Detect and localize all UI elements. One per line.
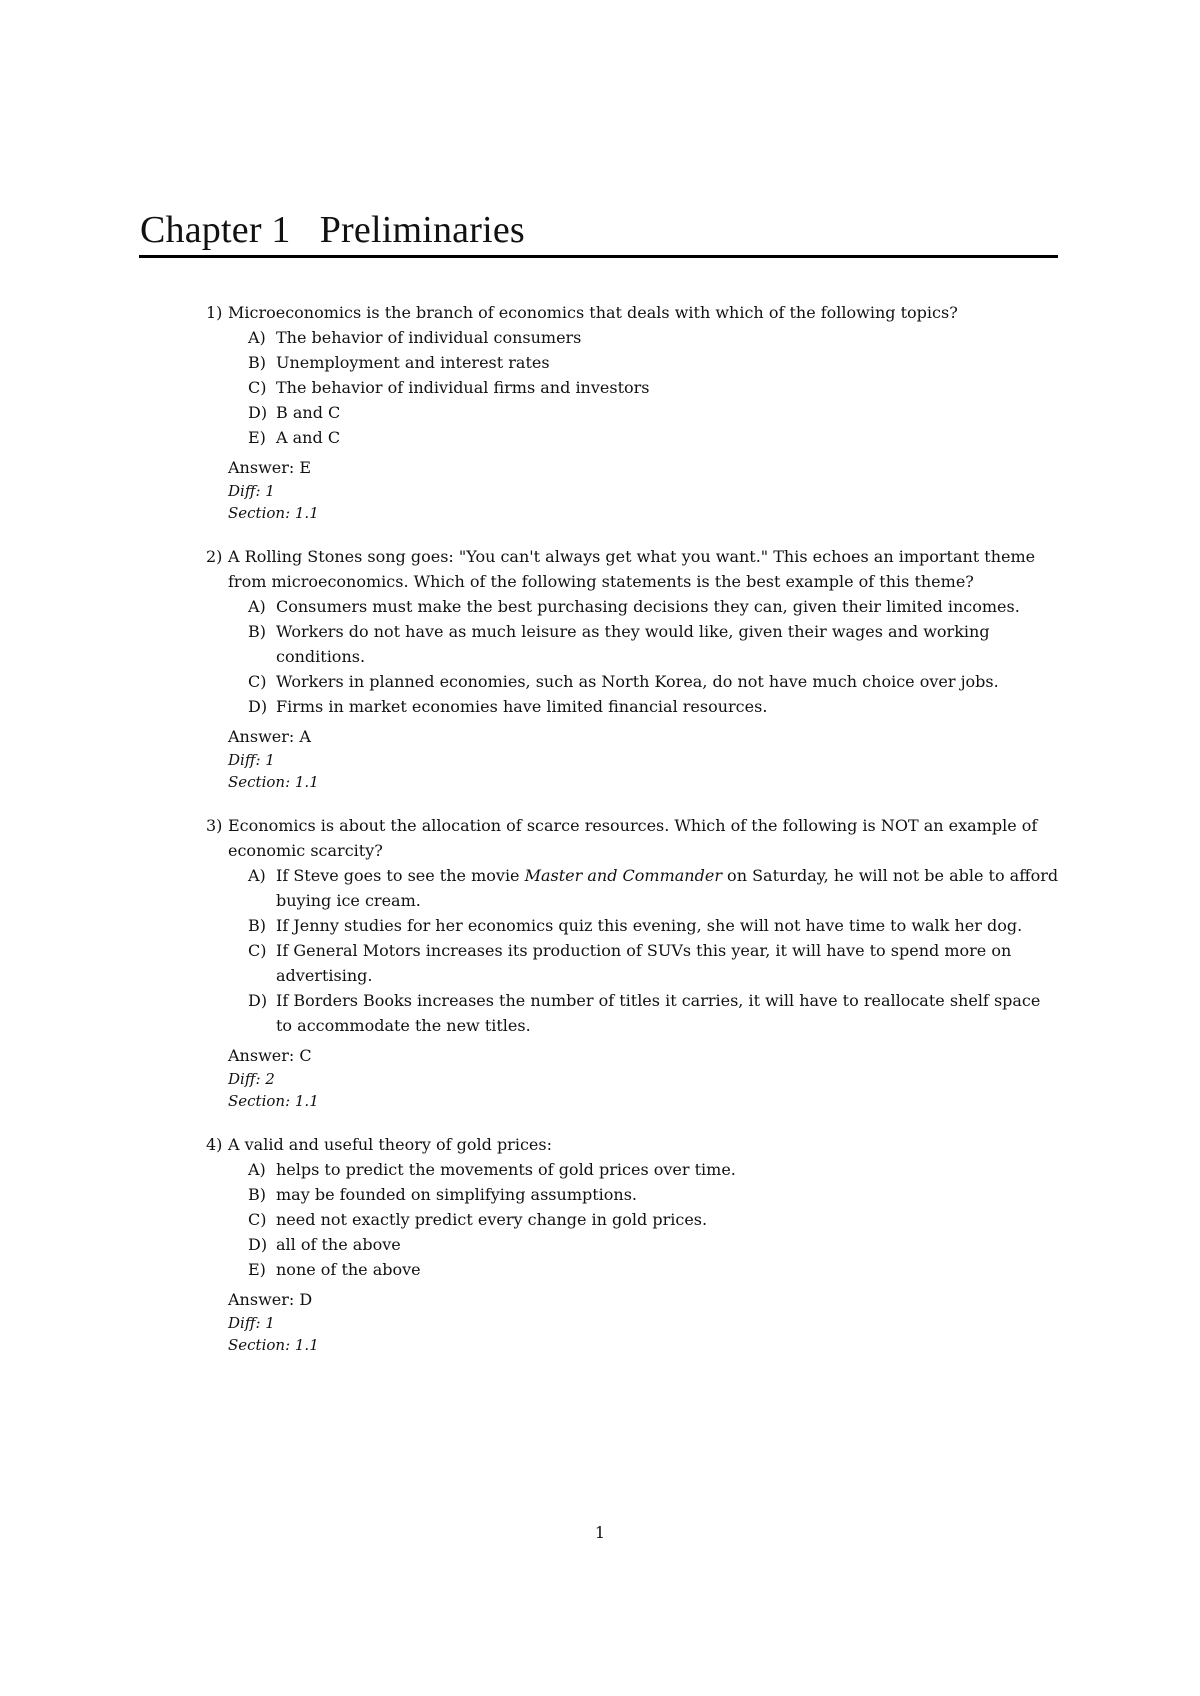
choice-text: none of the above [276, 1260, 421, 1279]
section-line: Section: 1.1 [228, 1092, 319, 1110]
choice-text-start: If Steve goes to see the movie [276, 866, 525, 885]
question-1 [200, 300, 1060, 524]
choice-letter: A) [248, 866, 266, 885]
choice-list [228, 325, 1060, 450]
section-line: Section: 1.1 [228, 773, 319, 791]
choice-item [228, 594, 1060, 619]
answer-line: Answer: C [228, 1046, 312, 1065]
choice-text: Firms in market economies have limited financial resources. [276, 697, 768, 716]
page-number: 1 [594, 1523, 606, 1542]
difficulty-line: Diff: 1 [228, 751, 275, 769]
choice-item [228, 1257, 1060, 1282]
answer-line: Answer: E [228, 458, 312, 477]
choice-text: Unemployment and interest rates [276, 353, 550, 372]
choice-item [228, 938, 1060, 988]
choice-text: The behavior of individual consumers [276, 328, 582, 347]
choice-item [228, 913, 1060, 938]
choice-item [228, 400, 1060, 425]
choice-letter: C) [248, 672, 267, 691]
question-number: 4) [206, 1135, 223, 1154]
choice-list [228, 1157, 1060, 1282]
choice-letter: D) [248, 403, 268, 422]
choice-item [228, 1182, 1060, 1207]
answer-line: Answer: A [228, 727, 311, 746]
answer-block [228, 1288, 1060, 1356]
difficulty-line: Diff: 1 [228, 482, 275, 500]
chapter-title-rule [139, 255, 1058, 258]
choice-letter: C) [248, 941, 267, 960]
choice-text: need not exactly predict every change in gold prices. [276, 1210, 708, 1229]
choice-item [228, 425, 1060, 450]
question-number: 2) [206, 547, 223, 566]
question-4 [200, 1132, 1060, 1356]
choice-item [228, 669, 1060, 694]
choice-text: If Jenny studies for her economics quiz this evening, she will not have time to walk her dog. [276, 916, 1023, 935]
choice-text: The behavior of individual firms and investors [276, 378, 650, 397]
choice-item [228, 619, 1060, 669]
choice-text: A and C [276, 428, 341, 447]
choice-letter: B) [248, 1185, 266, 1204]
choice-text: may be founded on simplifying assumptions. [276, 1185, 638, 1204]
choice-letter: A) [248, 328, 266, 347]
choice-text: If General Motors increases its production of SUVs this year, it will have to spend more on advertising. [276, 941, 1012, 985]
choice-letter: A) [248, 1160, 266, 1179]
choice-letter: C) [248, 1210, 267, 1229]
choice-item [228, 988, 1060, 1038]
choice-text: helps to predict the movements of gold prices over time. [276, 1160, 736, 1179]
choice-letter: E) [248, 428, 266, 447]
question-text: Microeconomics is the branch of economics that deals with which of the following topics? [228, 303, 958, 322]
choice-letter: B) [248, 353, 266, 372]
choice-text: all of the above [276, 1235, 401, 1254]
difficulty-line: Diff: 2 [228, 1070, 275, 1088]
choice-item [228, 694, 1060, 719]
choice-letter: A) [248, 597, 266, 616]
chapter-title: Chapter 1 Preliminaries [140, 209, 525, 251]
section-line: Section: 1.1 [228, 504, 319, 522]
question-3 [200, 813, 1060, 1112]
choice-text: Workers in planned economies, such as North Korea, do not have much choice over jobs. [276, 672, 999, 691]
movie-title: Master and Commander [524, 866, 722, 885]
choice-letter: D) [248, 991, 268, 1010]
choice-item [228, 1157, 1060, 1182]
question-list [200, 300, 1060, 1376]
choice-text: Consumers must make the best purchasing decisions they can, given their limited incomes. [276, 597, 1020, 616]
difficulty-line: Diff: 1 [228, 1314, 275, 1332]
choice-item [228, 325, 1060, 350]
choice-letter: C) [248, 378, 267, 397]
choice-list [228, 863, 1060, 1038]
choice-item [228, 1207, 1060, 1232]
choice-letter: E) [248, 1260, 266, 1279]
choice-list [228, 594, 1060, 719]
choice-text: Workers do not have as much leisure as they would like, given their wages and working conditions. [276, 622, 990, 666]
question-text: Economics is about the allocation of scarce resources. Which of the following is NOT an example of economic scarcity? [228, 816, 1038, 860]
answer-block [228, 725, 1060, 793]
choice-item [228, 375, 1060, 400]
answer-block [228, 456, 1060, 524]
choice-letter: B) [248, 622, 266, 641]
question-text: A valid and useful theory of gold prices: [228, 1135, 552, 1154]
question-number: 1) [206, 303, 223, 322]
answer-block [228, 1044, 1060, 1112]
choice-letter: B) [248, 916, 266, 935]
choice-item [228, 350, 1060, 375]
question-number: 3) [206, 816, 223, 835]
choice-item [228, 1232, 1060, 1257]
question-text: A Rolling Stones song goes: "You can't always get what you want." This echoes an important theme from microeconomics. Which of the following statements is the best example of this theme? [228, 547, 1036, 591]
choice-letter: D) [248, 697, 268, 716]
answer-line: Answer: D [228, 1290, 313, 1309]
choice-letter: D) [248, 1235, 268, 1254]
choice-item [228, 863, 1060, 913]
choice-text: If Borders Books increases the number of titles it carries, it will have to reallocate shelf space to accommodate the new titles. [276, 991, 1041, 1035]
section-line: Section: 1.1 [228, 1336, 319, 1354]
choice-text: B and C [276, 403, 341, 422]
choice-text-end: on Saturday, he will not be able to afford buying ice cream. [276, 866, 1059, 910]
question-2 [200, 544, 1060, 793]
